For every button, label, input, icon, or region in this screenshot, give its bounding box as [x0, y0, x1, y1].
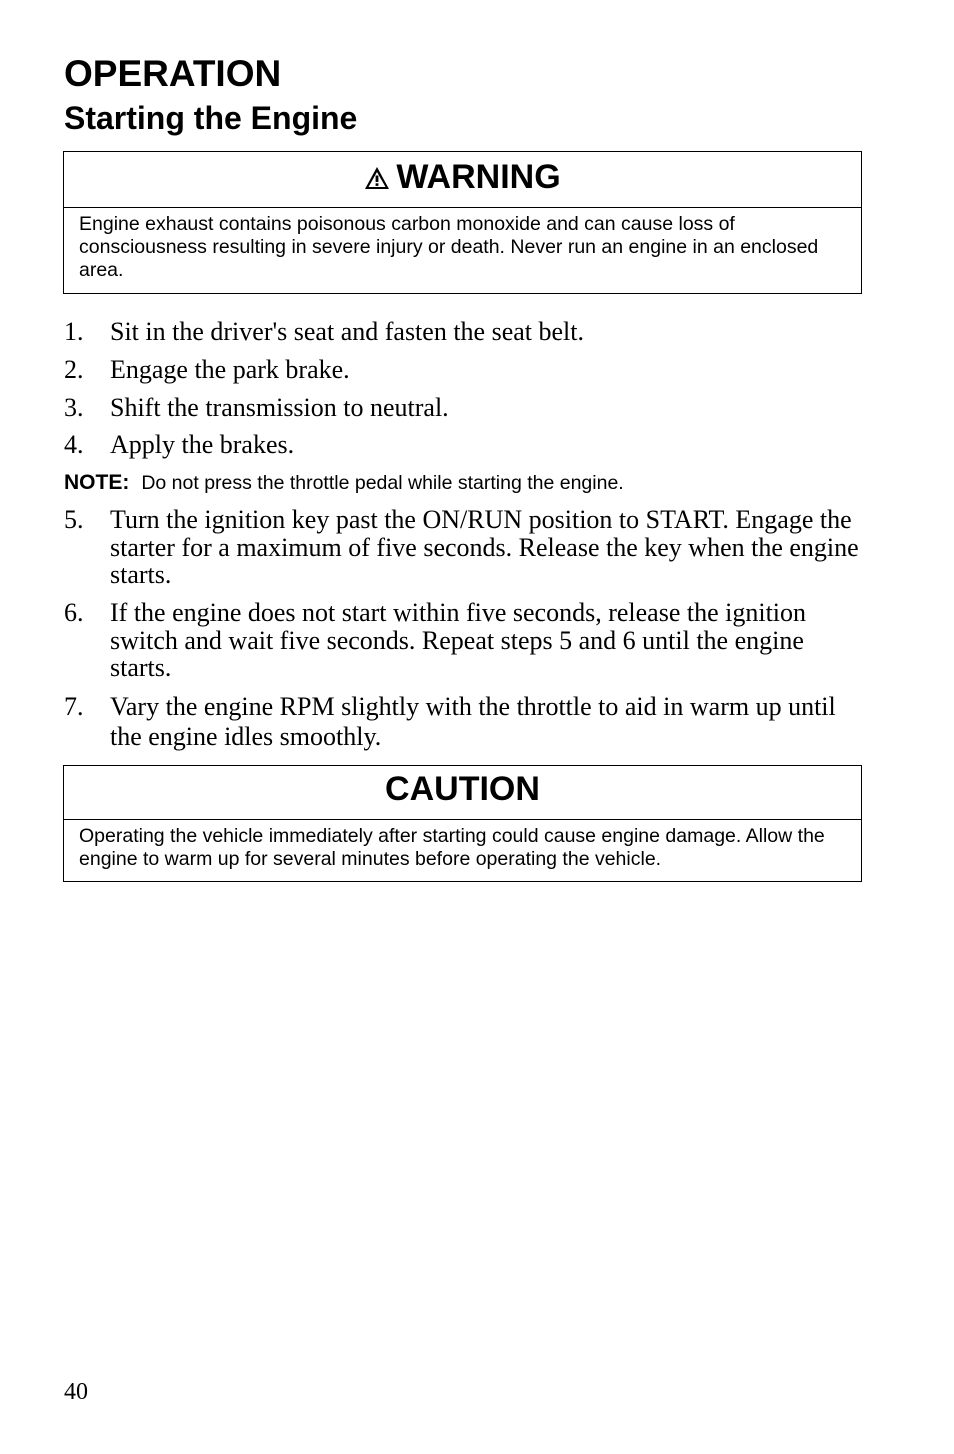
step-item	[64, 431, 864, 459]
step-number: 1.	[64, 317, 84, 346]
step-text: Apply the brakes.	[110, 430, 295, 459]
step-item	[64, 318, 864, 346]
step-number: 3.	[64, 393, 84, 422]
page-number: 40	[64, 1379, 88, 1405]
step-item	[64, 394, 864, 422]
step-text: Vary the engine RPM slightly with the throttle to aid in warm up until the engine idles smoothly.	[110, 692, 836, 751]
step-text: If the engine does not start within five seconds, release the ignition switch and wait five seconds. Repeat steps 5 and 6 until the engine starts.	[110, 598, 807, 682]
warning-header	[64, 152, 861, 208]
note	[64, 469, 864, 499]
warning-triangle-icon	[364, 155, 390, 205]
step-number: 2.	[64, 355, 84, 384]
section-title: OPERATION	[64, 53, 282, 94]
warning-text: Engine exhaust contains poisonous carbon monoxide and can cause loss of consciousness resulting in severe injury or death. Never run an engine in an enclosed area.	[79, 213, 819, 281]
caution-title: CAUTION	[64, 766, 861, 820]
step-number: 6.	[64, 598, 84, 627]
step-item	[64, 356, 864, 384]
warning-title: WARNING	[396, 158, 561, 196]
note-label: NOTE:	[64, 471, 130, 494]
step-text: Turn the ignition key past the ON/RUN position to START. Engage the starter for a maximum of five seconds. Release the key when the engine starts.	[110, 505, 859, 589]
subsection-title: Starting the Engine	[64, 100, 358, 136]
warning-box	[63, 151, 862, 294]
step-item	[64, 692, 864, 752]
step-number: 5.	[64, 505, 84, 534]
step-text: Shift the transmission to neutral.	[110, 393, 449, 422]
step-number: 7.	[64, 692, 84, 721]
step-item	[64, 506, 864, 589]
step-number: 4.	[64, 430, 84, 459]
caution-text: Operating the vehicle immediately after starting could cause engine damage. Allow the engine to warm up for several minutes before operating the vehicle.	[79, 825, 825, 870]
step-text: Sit in the driver's seat and fasten the seat belt.	[110, 317, 584, 346]
note-text: Do not press the throttle pedal while starting the engine.	[141, 472, 624, 494]
step-item	[64, 599, 864, 682]
step-text: Engage the park brake.	[110, 355, 350, 384]
caution-box	[63, 765, 862, 882]
